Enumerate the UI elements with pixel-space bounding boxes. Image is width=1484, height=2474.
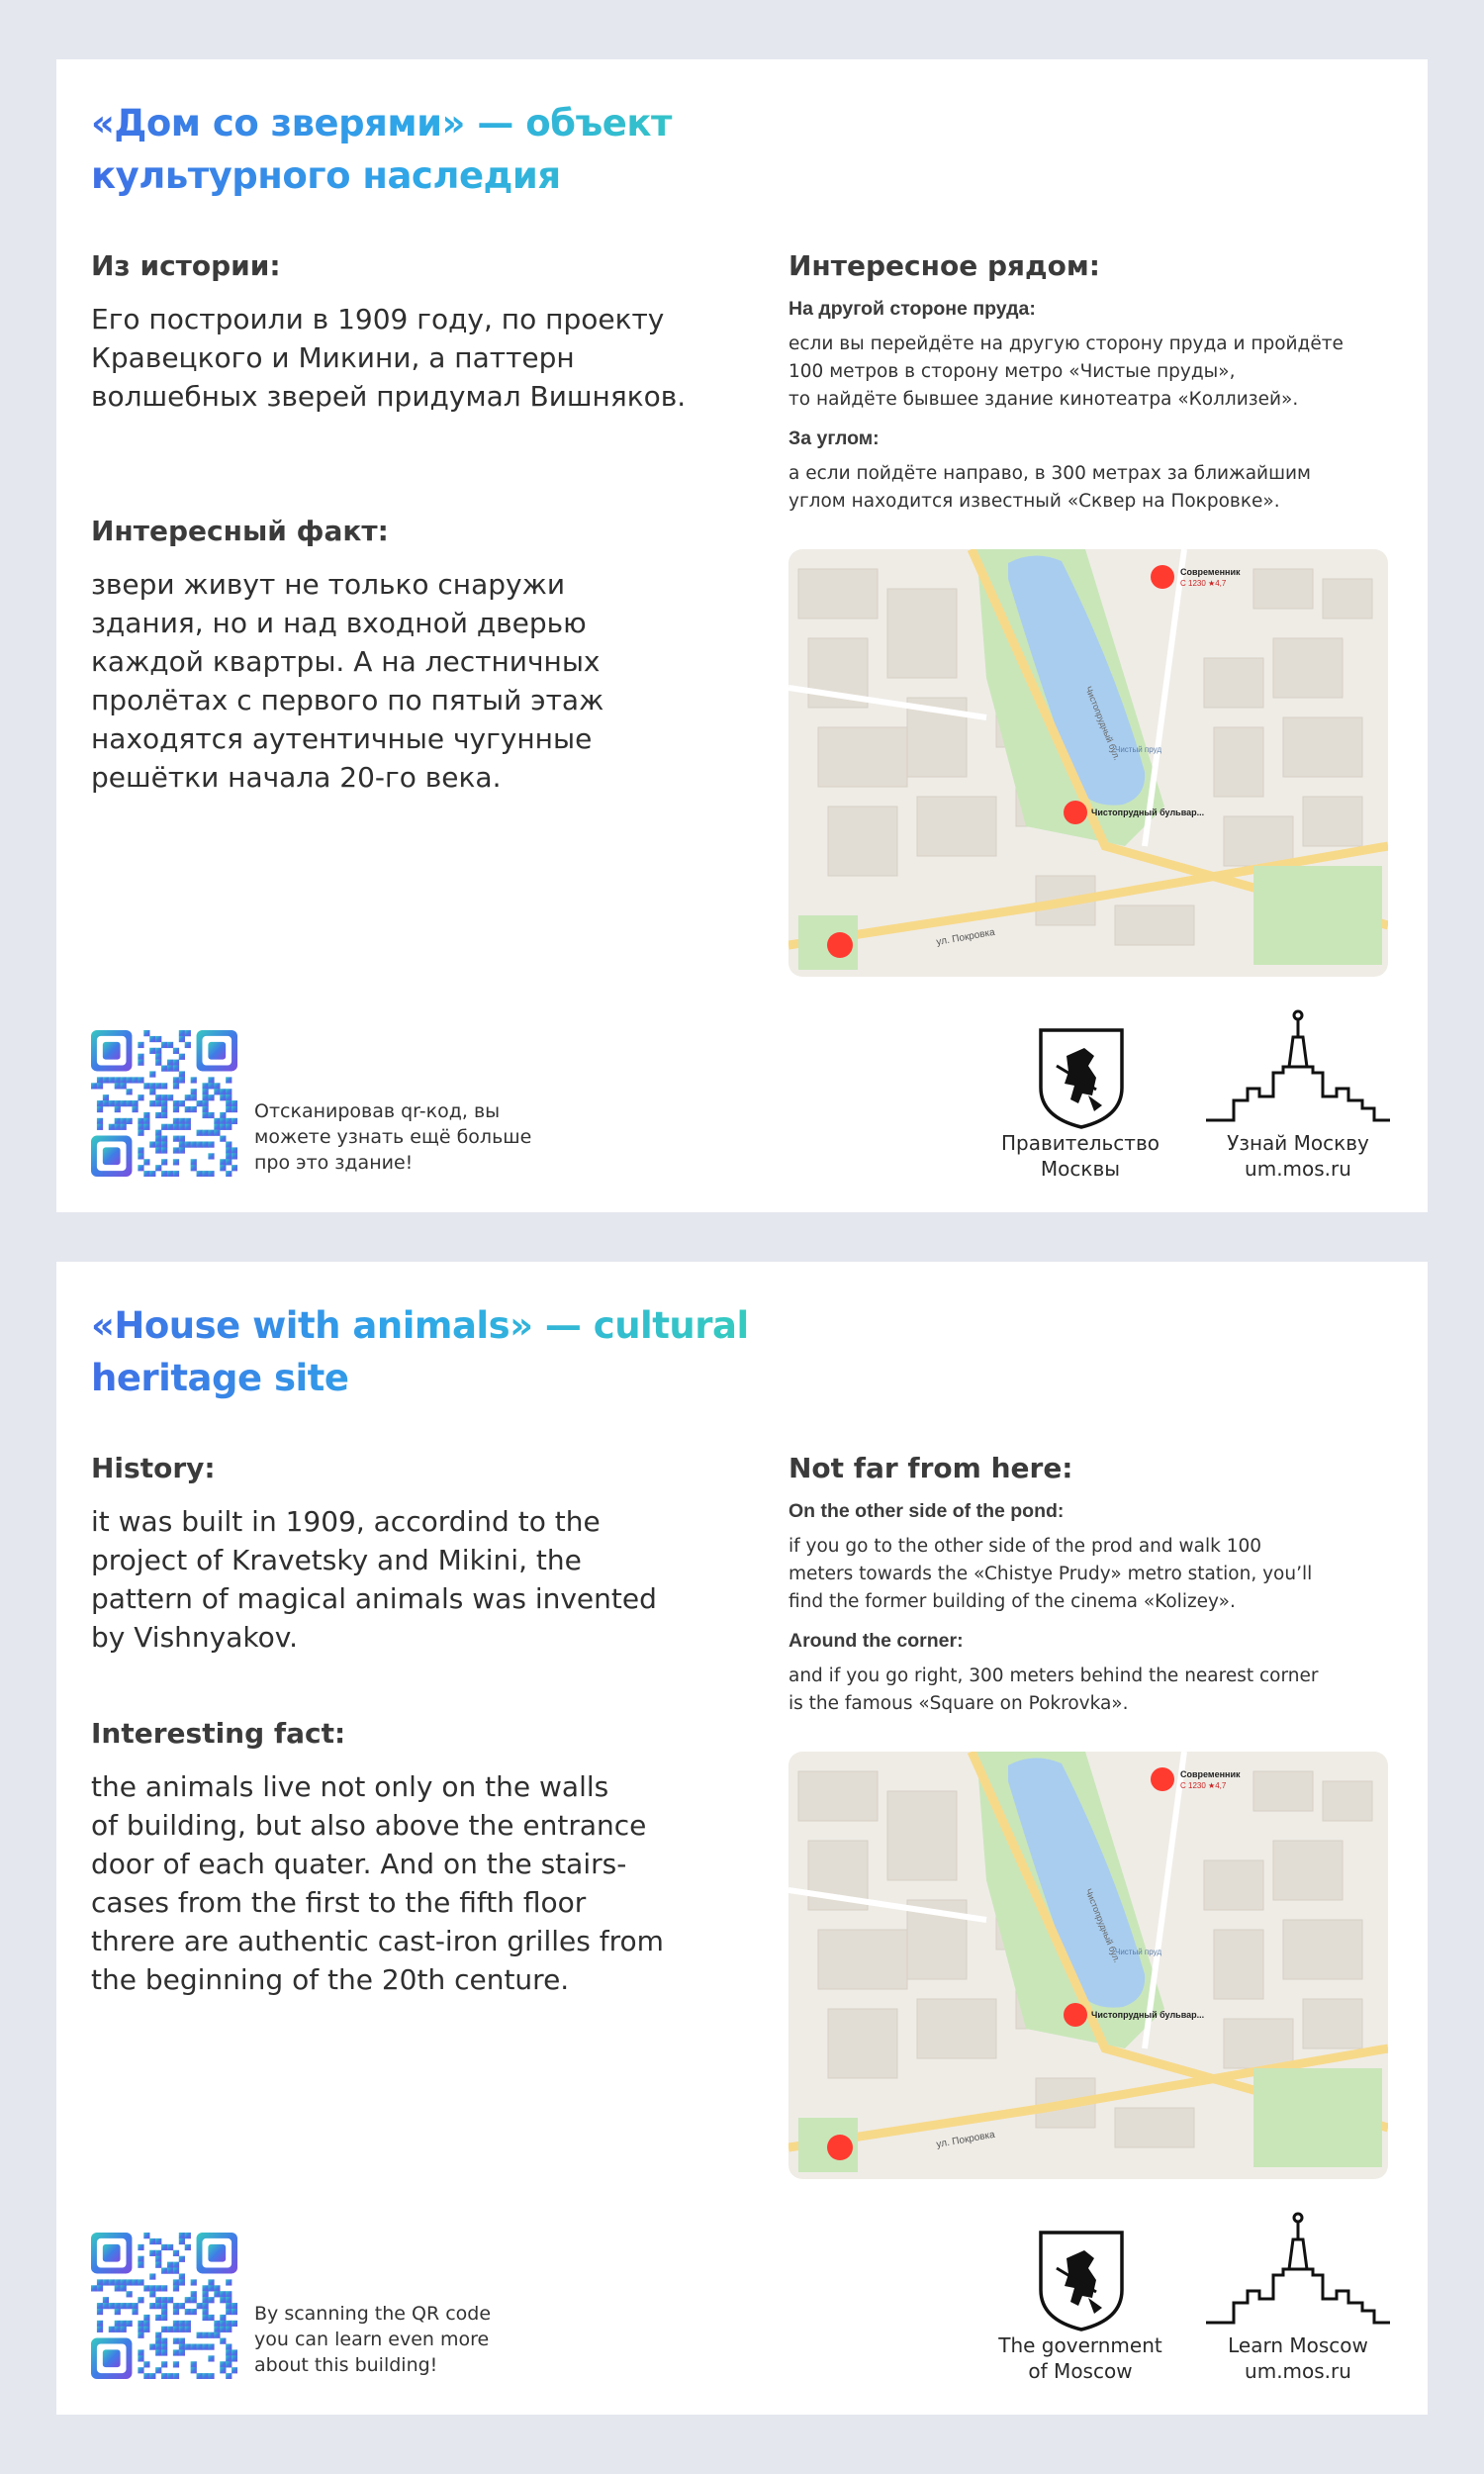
fact-section [91,1717,724,1999]
moscow-skyline-logo-icon [1204,1009,1392,1126]
svg-text:ул. Покровка: ул. Покровка [935,926,996,948]
corner-heading: За углом: [788,428,880,449]
history-text: it was built in 1909, accordind to the project of Kravetsky and Mikini, the pattern of magical animals was invented by Vishnyakov. [91,1505,657,1654]
nearby-section [788,249,1392,516]
svg-text:Современник: Современник [1180,567,1241,577]
moscow-coat-of-arms-icon [1037,2229,1126,2332]
svg-text:С 1230 ★4,7: С 1230 ★4,7 [1180,1781,1227,1790]
corner-text: а если пойдёте направо, в 300 метрах за ближайшим углом находится известный «Сквер на Покровке». [788,463,1311,512]
svg-text:Чистый пруд: Чистый пруд [1115,745,1161,754]
fact-heading: Interesting fact: [91,1717,346,1750]
qr-code[interactable] [91,2233,237,2379]
svg-text:ул. Покровка: ул. Покровка [935,2129,996,2150]
nearby-section [788,1452,1392,1718]
qr-caption: Отсканировав qr-код, вы можете узнать ещё больше про это здание! [254,1100,532,1174]
gov-caption: Правительство Москвы [1001,1131,1159,1181]
learn-moscow-caption: Learn Moscow um.mos.ru [1228,2333,1368,2383]
pond-heading: On the other side of the pond: [788,1500,1065,1522]
svg-text:Чистопрудный бул.: Чистопрудный бул. [1083,685,1123,762]
history-heading: History: [91,1452,216,1484]
history-heading: Из истории: [91,249,281,282]
history-text: Его построили в 1909 году, по проекту Кравецкого и Микини, а паттерн волшебных зверей придумал Вишняков. [91,303,687,413]
svg-text:С 1230 ★4,7: С 1230 ★4,7 [1180,579,1227,588]
moscow-skyline-logo-icon [1204,2212,1392,2329]
card-title: «Дом со зверями» — объект культурного наследия [91,97,803,202]
info-card-english [56,1262,1428,2415]
qr-code[interactable] [91,1030,237,1177]
svg-text:Чистопрудный бульвар...: Чистопрудный бульвар... [1091,808,1205,817]
info-card-russian [56,59,1428,1212]
history-section [91,1452,724,1657]
svg-text:Чистопрудный бульвар...: Чистопрудный бульвар... [1091,2010,1205,2020]
fact-text: звери живут не только снаружи здания, но и над входной дверью каждой квартры. А на лестничных пролётах с первого по пятый этаж находятся аутентичные чугунные решётки начала 20-го века. [91,568,604,794]
nearby-heading: Not far from here: [788,1452,1073,1484]
fact-heading: Интересный факт: [91,515,389,547]
svg-text:Чистопрудный бул.: Чистопрудный бул. [1083,1887,1123,1964]
corner-heading: Around the corner: [788,1630,964,1652]
corner-text: and if you go right, 300 meters behind the nearest corner is the famous «Square on Pokrovka». [788,1665,1319,1714]
fact-text: the animals live not only on the walls of building, but also above the entrance door of each quater. And on the stairs- cases from the first to the fifth floor threre are authentic cast-iron grilles from the beginning of the 20th centure. [91,1770,664,1996]
gov-caption: The government of Moscow [998,2333,1162,2383]
pond-heading: На другой стороне пруда: [788,298,1036,320]
svg-text:Чистый пруд: Чистый пруд [1115,1948,1161,1956]
location-map[interactable] [788,549,1388,977]
learn-moscow-caption: Узнай Москву um.mos.ru [1227,1131,1369,1181]
pond-text: if you go to the other side of the prod and walk 100 meters towards the «Chistye Prudy» metro station, you’ll find the former building of the cinema «Kolizey». [788,1536,1313,1612]
fact-section [91,515,724,797]
moscow-coat-of-arms-icon [1037,1026,1126,1130]
history-section [91,249,724,416]
pond-text: если вы перейдёте на другую сторону пруда и пройдёте 100 метров в сторону метро «Чистые пруды», то найдёте бывшее здание кинотеатра «Коллизей». [788,333,1344,410]
svg-text:Современник: Современник [1180,1769,1241,1779]
location-map[interactable] [788,1752,1388,2179]
qr-caption: By scanning the QR code you can learn even more about this building! [254,2303,492,2376]
card-title: «House with animals» — cultural heritage site [91,1299,803,1404]
nearby-heading: Интересное рядом: [788,249,1100,282]
